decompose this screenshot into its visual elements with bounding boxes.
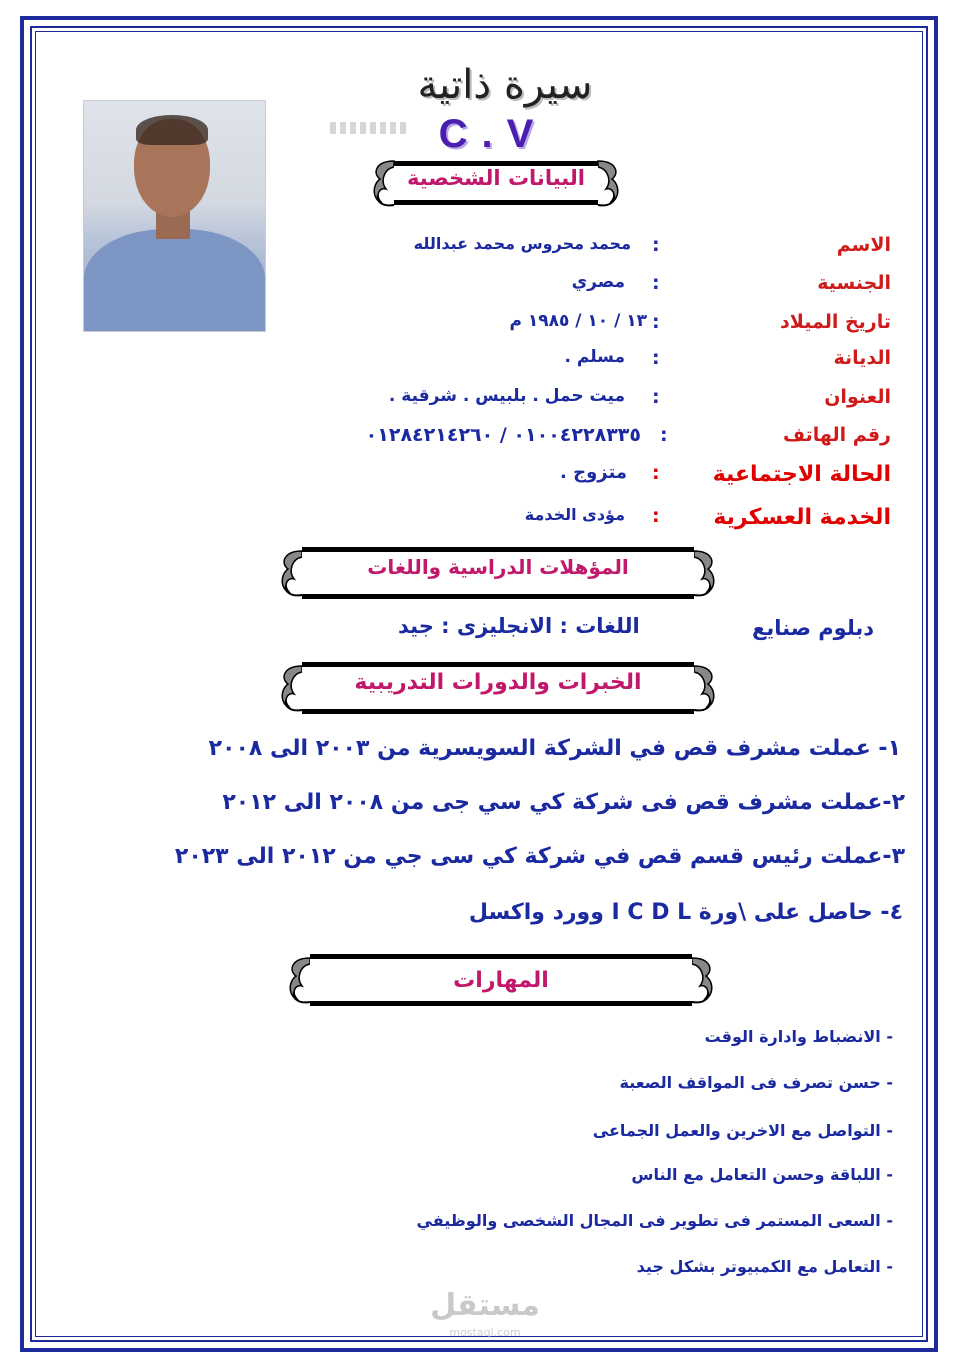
value-nationality: مصري (571, 272, 625, 292)
value-name: محمد محروس محمد عبدالله (413, 234, 631, 253)
section-banner-personal (368, 155, 624, 211)
value-address: ميت حمل . بلبيس . شرقية . (388, 386, 625, 406)
section-title-skills: المهارات (453, 968, 549, 993)
cv-title-arabic: سيرة ذاتية (417, 62, 593, 108)
cv-title-latin: C.V (438, 112, 548, 156)
label-name: الاسم (836, 234, 891, 256)
value-military-service: مؤدى الخدمة (524, 505, 625, 524)
watermark-logo: مستقل (430, 1288, 540, 1323)
value-birthdate: ١٣ / ١٠ / ١٩٨٥ م (509, 311, 647, 331)
label-religion: الديانة (833, 347, 891, 369)
colon: : (652, 462, 660, 484)
colon: : (652, 272, 660, 294)
label-nationality: الجنسية (817, 272, 891, 294)
skill-item: - الانضباط وادارة الوقت (704, 1027, 893, 1046)
section-title-personal: البيانات الشخصية (407, 166, 585, 190)
section-banner-education (276, 541, 720, 605)
section-banner-skills (284, 948, 718, 1012)
colon: : (652, 311, 660, 333)
skill-item: - التعامل مع الكمبيوتر بشكل جيد (636, 1257, 893, 1276)
colon: : (652, 347, 660, 369)
experience-item: ٢-عملت مشرف قص فى شركة كي سي جى من ٢٠٠٨ الى ٢٠١٢ (222, 790, 905, 815)
label-address: العنوان (824, 386, 891, 408)
education-degree: دبلوم صنايع (752, 616, 875, 640)
skill-item: - حسن تصرف فى المواقف الصعبة (619, 1073, 893, 1092)
value-marital-status: متزوج . (560, 462, 627, 483)
profile-photo (83, 100, 266, 332)
skill-item: - السعى المستمر فى تطوير فى المجال الشخصى والوظيفي (416, 1211, 893, 1230)
education-languages: اللغات : الانجليزى : جيد (398, 614, 640, 638)
experience-item: ١- عملت مشرف قص في الشركة السويسرية من ٢٠٠٣ الى ٢٠٠٨ (208, 736, 901, 761)
label-military-service: الخدمة العسكرية (713, 505, 891, 530)
label-phone: رقم الهاتف (783, 424, 891, 446)
colon: : (652, 234, 660, 256)
skill-item: - اللباقة وحسن التعامل مع الناس (631, 1165, 893, 1184)
watermark-url: mostaql.com (449, 1326, 521, 1339)
photo-hair (136, 115, 208, 145)
photo-shirt (84, 229, 265, 332)
section-title-education: المؤهلات الدراسية واللغات (367, 555, 629, 579)
value-religion: مسلم . (564, 347, 625, 367)
experience-item: ٤- حاصل على \ورة I C D L وورد واكسل (468, 900, 903, 925)
label-birthdate: تاريخ الميلاد (780, 311, 891, 333)
colon: : (652, 386, 660, 408)
section-banner-experience (276, 656, 720, 720)
section-title-experience: الخبرات والدورات التدريبية (354, 670, 642, 695)
value-phone: ٠١٠٠٤٢٢٨٣٣٥ / ٠١٢٨٤٢١٤٢٦٠ (365, 424, 641, 446)
experience-item: ٣-عملت رئيس قسم قص في شركة كي سى جي من ٢٠١٢ الى ٢٠٢٣ (174, 844, 905, 869)
colon: : (652, 505, 660, 527)
skill-item: - التواصل مع الاخرين والعمل الجماعى (592, 1121, 893, 1140)
colon: : (660, 424, 668, 446)
label-marital-status: الحالة الاجتماعية (712, 462, 891, 487)
